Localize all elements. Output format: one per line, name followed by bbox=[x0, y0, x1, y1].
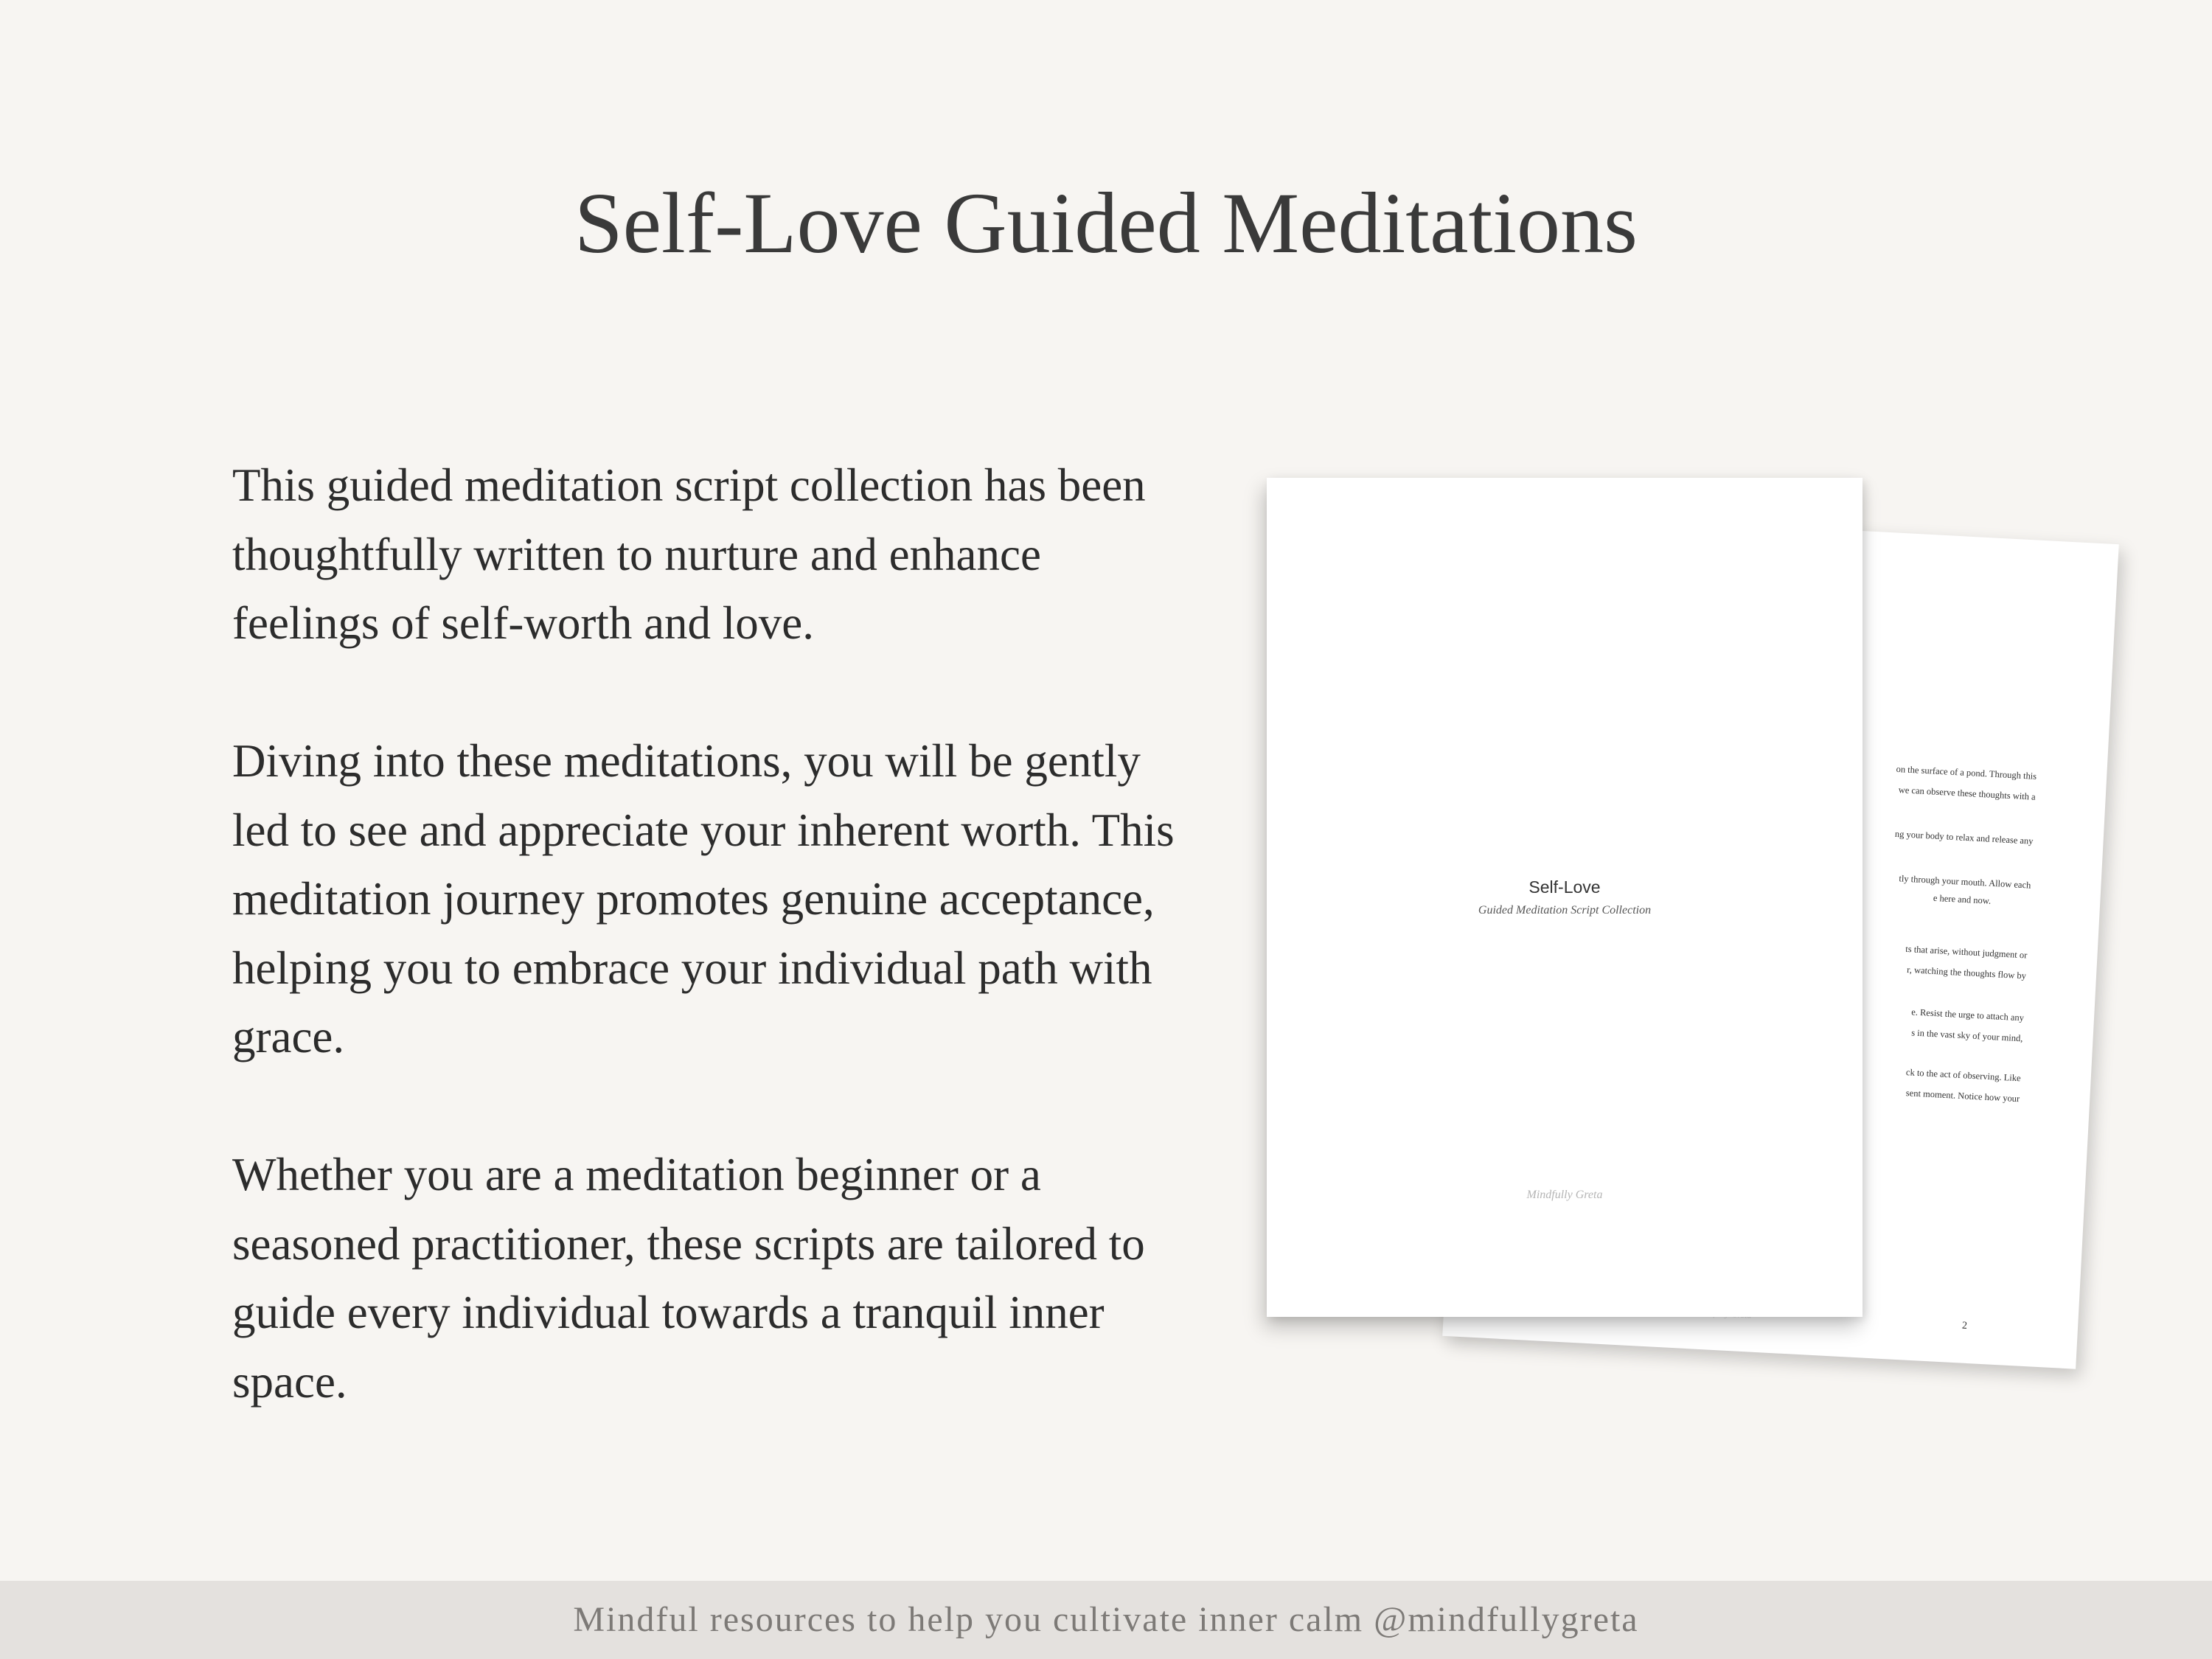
page-title: Self-Love Guided Meditations bbox=[574, 175, 1638, 271]
cover-brand: Mindfully Greta bbox=[1526, 1189, 1603, 1201]
description-paragraph-3: Whether you are a meditation beginner or a seasoned practitioner, these scripts are tailored to guide every individual towards a tranquil inner space. bbox=[232, 1149, 1145, 1408]
inner-page-line: r, watching the thoughts flow by bbox=[1906, 964, 2027, 981]
inner-page-line: ng your body to relax and release any bbox=[1894, 828, 2034, 846]
footer-bar bbox=[0, 1581, 2212, 1659]
inner-page-line: s in the vast sky of your mind, bbox=[1910, 1027, 2023, 1044]
inner-page-line: tly through your mouth. Allow each bbox=[1899, 873, 2031, 891]
cover-page-mockup bbox=[1267, 478, 1863, 1317]
footer-tagline: Mindful resources to help you cultivate inner calm @mindfullygreta bbox=[573, 1600, 1639, 1639]
inner-page-line: sent moment. Notice how your bbox=[1905, 1088, 2020, 1105]
inner-page-line: we can observe these thoughts with a bbox=[1898, 785, 2037, 802]
description-paragraph-2: Diving into these meditations, you will be gently led to see and appreciate your inherent worth. This meditation journey promotes genuine acceptance, helping you to embrace your individual path with grace. bbox=[232, 735, 1175, 1062]
description-paragraph-1: This guided meditation script collection has been thoughtfully written to nurture and enhance feelings of self-worth and love. bbox=[232, 459, 1146, 649]
description bbox=[232, 451, 1183, 1416]
inner-page-line: ck to the act of observing. Like bbox=[1905, 1067, 2022, 1084]
inner-page-number: 2 bbox=[1961, 1320, 1968, 1332]
inner-page-line: ts that arise, without judgment or bbox=[1905, 943, 2028, 961]
inner-page-line: on the surface of a pond. Through this bbox=[1896, 763, 2037, 782]
inner-page-line: e here and now. bbox=[1933, 892, 1992, 906]
inner-page-line: e. Resist the urge to attach any bbox=[1910, 1006, 2025, 1023]
cover-title: Self-Love bbox=[1528, 877, 1601, 897]
cover-subtitle: Guided Meditation Script Collection bbox=[1478, 904, 1652, 917]
